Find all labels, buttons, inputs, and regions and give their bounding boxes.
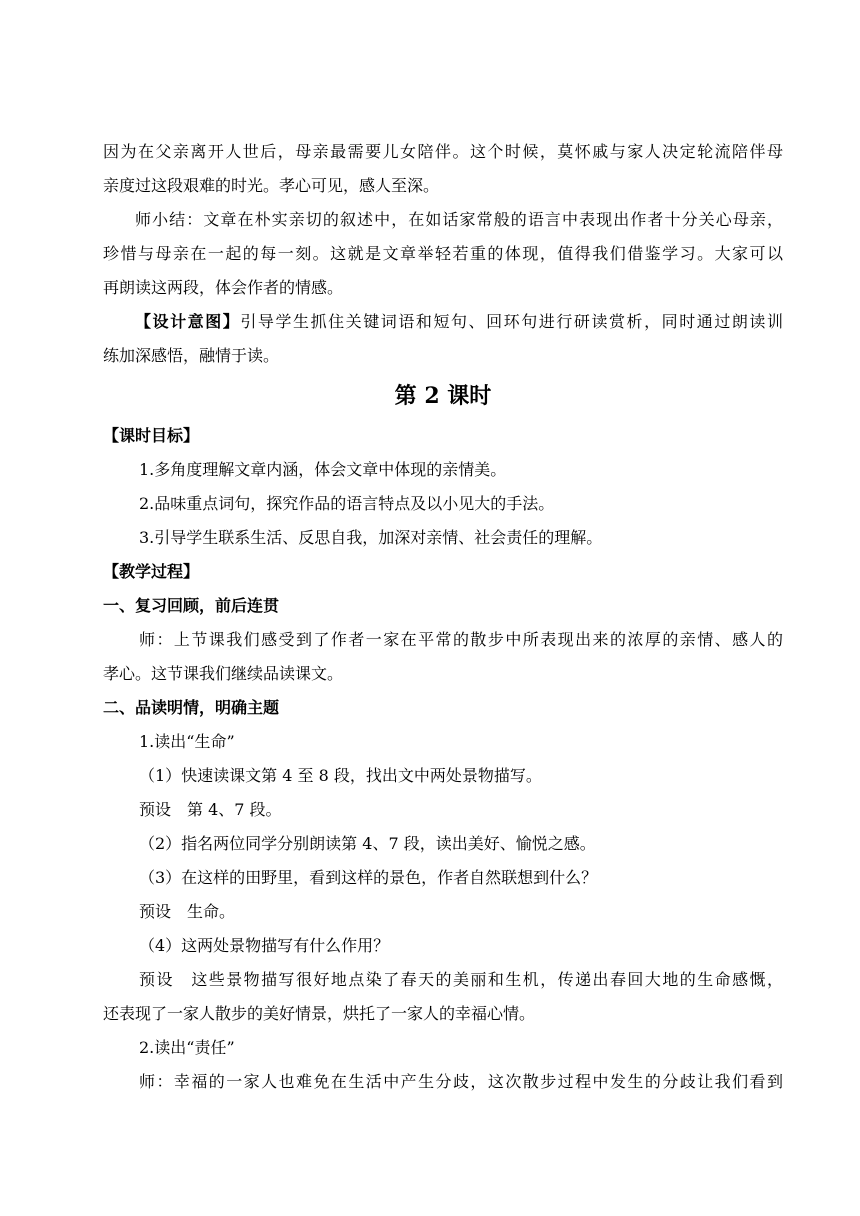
objectives-heading: 【课时目标】 [103, 426, 200, 445]
paragraph-line: 亲度过这段艰难的时光。孝心可见，感人至深。 [103, 176, 440, 195]
process-heading: 【教学过程】 [103, 562, 200, 581]
question-line: （4）这两处景物描写有什么作用？ [139, 936, 390, 955]
design-intent-label: 【设计意图】 [135, 312, 241, 331]
section-heading: 二、品读明情，明确主题 [103, 698, 280, 717]
section-heading: 一、复习回顾，前后连贯 [103, 596, 280, 615]
answer-line: 预设 生命。 [139, 902, 236, 921]
subsection-heading: 2.读出“责任” [139, 1038, 235, 1057]
design-intent-line [103, 305, 783, 339]
lesson-title: 第 2 课时 [394, 383, 492, 409]
answer-line: 预设 这些景物描写很好地点染了春天的美丽和生机，传递出春回大地的生命感慨， [139, 970, 783, 989]
document-page [103, 135, 783, 1099]
question-line: （1）快速读课文第 4 至 8 段，找出文中两处景物描写。 [139, 766, 542, 785]
question-line: （2）指名两位同学分别朗读第 4、7 段，读出美好、愉悦之感。 [139, 834, 596, 853]
design-intent-text: 引导学生抓住关键词语和短句、回环句进行研读赏析，同时通过朗读训 [240, 312, 783, 331]
question-line: （3）在这样的田野里，看到这样的景色，作者自然联想到什么？ [139, 868, 598, 887]
paragraph-line: 因为在父亲离开人世后，母亲最需要儿女陪伴。这个时候，莫怀戚与家人决定轮流陪伴母 [103, 142, 783, 161]
summary-paragraph-line: 师小结：文章在朴实亲切的叙述中，在如话家常般的语言中表现出作者十分关心母亲， [135, 210, 783, 229]
objective-item: 2.品味重点词句，探究作品的语言特点及以小见大的手法。 [139, 494, 555, 513]
objective-item: 3.引导学生联系生活、反思自我，加深对亲情、社会责任的理解。 [139, 528, 603, 547]
objective-item: 1.多角度理解文章内涵，体会文章中体现的亲情美。 [139, 460, 507, 479]
answer-line: 预设 第 4、7 段。 [139, 800, 282, 819]
subsection-heading: 1.读出“生命” [139, 732, 235, 751]
design-intent-line: 练加深感悟，融情于读。 [103, 346, 280, 365]
summary-paragraph-line: 再朗读这两段，体会作者的情感。 [103, 278, 344, 297]
paragraph-line: 孝心。这节课我们继续品读课文。 [103, 664, 344, 683]
paragraph-line: 师：幸福的一家人也难免在生活中产生分歧，这次散步过程中发生的分歧让我们看到 [139, 1072, 783, 1091]
answer-line: 还表现了一家人散步的美好情景，烘托了一家人的幸福心情。 [103, 1004, 536, 1023]
summary-paragraph-line: 珍惜与母亲在一起的每一刻。这就是文章举轻若重的体现，值得我们借鉴学习。大家可以 [103, 244, 783, 263]
paragraph-line: 师：上节课我们感受到了作者一家在平常的散步中所表现出来的浓厚的亲情、感人的 [139, 630, 783, 649]
